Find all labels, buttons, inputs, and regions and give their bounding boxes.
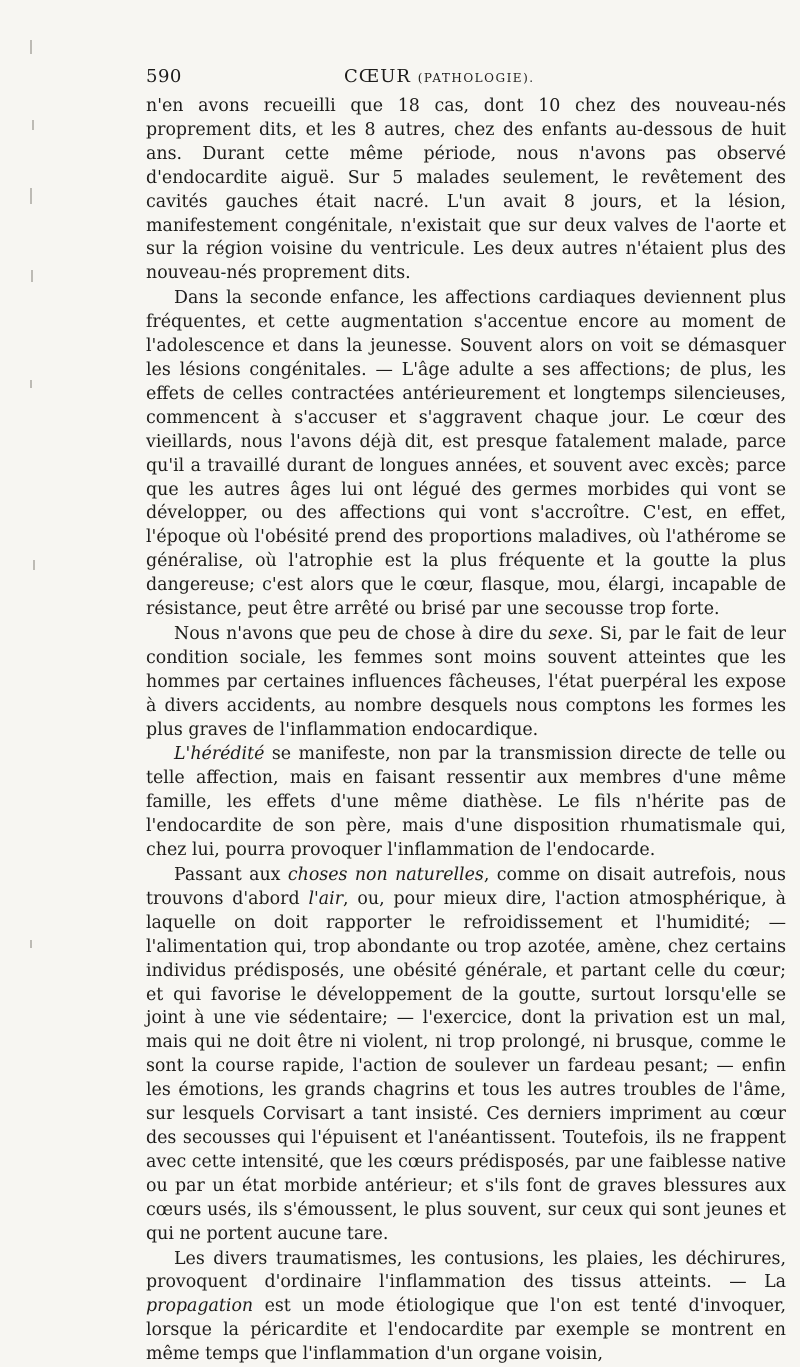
text-run: Nous n'avons que peu de chose à dire du <box>174 624 549 644</box>
running-title-subtitle: (PATHOLOGIE). <box>418 71 535 85</box>
text-run: est un mode étiologique que l'on est tenté d'invoquer, lorsque la péricardite et l'endocardite par exemple se montrent en même temps que l'inflammation d'un organe voisin, <box>146 1296 786 1364</box>
scan-mark <box>33 560 35 570</box>
text-run: , ou, pour mieux dire, l'action atmosphérique, à laquelle on doit rapporter le refroidissement et l'humidité; — l'alimentation qui, trop abondante ou trop azotée, amène, chez certains individus prédisposés, une obésité générale, et partant celle du cœur; et qui favorise le développement de la goutte, surtout lorsqu'elle se joint à une vie sédentaire; — l'exercice, dont la privation est un mal, mais qui ne doit être ni violent, ni trop prolongé, ni brusque, comme le sont la course rapide, l'action de soulever un fardeau pesant; — enfin les émotions, les grands chagrins et tous les autres troubles de l'âme, sur lesquels Corvisart a tant insisté. Ces derniers impriment au cœur des secousses qui l'épuisent et l'anéantissent. Toutefois, ils ne frappent avec cette intensité, que les cœurs prédisposés, par une faiblesse native ou par un état morbide antérieur; et s'ils font de graves blessures aux cœurs usés, ils s'émoussent, le plus souvent, sur ceux qui sont jeunes et qui ne portent aucune tare. <box>146 889 786 1244</box>
paragraph <box>146 1248 786 1367</box>
italic-term: propagation <box>146 1296 253 1316</box>
text-run: Les divers traumatismes, les contusions, les plaies, les déchirures, provoquent d'ordinaire l'inflammation des tissus atteints. — La <box>146 1249 786 1293</box>
scan-mark <box>30 940 32 948</box>
italic-term: choses non naturelles <box>288 865 484 885</box>
scan-mark <box>31 270 33 282</box>
page-body-text <box>146 95 786 1367</box>
page-number: 590 <box>146 66 182 87</box>
paragraph <box>146 623 786 743</box>
italic-term: l'air <box>308 889 343 909</box>
italic-term: sexe <box>549 624 588 644</box>
scan-mark <box>30 188 32 204</box>
text-run: Passant aux <box>174 865 288 885</box>
scan-mark <box>30 40 32 54</box>
paragraph <box>146 743 786 863</box>
scan-mark <box>32 120 34 130</box>
scan-mark <box>30 380 32 388</box>
running-header <box>146 66 786 94</box>
text-run: Dans la seconde enfance, les affections cardiaques deviennent plus fréquentes, et cette augmentation s'accentue encore au moment de l'adolescence et dans la jeunesse. Souvent alors on voit se démasquer les lésions congénitales. — L'âge adulte a ses affections; de plus, les effets de celles contractées antérieurement et longtemps silencieuses, commencent à s'accuser et s'aggravent chaque jour. Le cœur des vieillards, nous l'avons déjà dit, est presque fatalement malade, parce qu'il a travaillé durant de longues années, et souvent avec excès; parce que les autres âges lui ont légué des germes morbides qui vont se développer, ou des affections qui vont s'accroître. C'est, en effet, l'époque où l'obésité prend des proportions maladives, où l'athérome se généralise, où l'atrophie est la plus fréquente et la goutte la plus dangereuse; c'est alors que le cœur, flasque, mou, élargi, incapable de résistance, peut être arrêté ou brisé par une secousse trop forte. <box>146 288 786 619</box>
running-title <box>344 66 535 87</box>
text-run: se manifeste, non par la transmission directe de telle ou telle affection, mais en faisant ressentir aux membres d'une même famille, les effets d'une même diathèse. Le fils n'hérite pas de l'endocardite de son père, mais d'une disposition rhumatismale qui, chez lui, pourra provoquer l'inflammation de l'endocarde. <box>146 744 786 860</box>
paragraph <box>146 95 786 286</box>
italic-term: L'hérédité <box>174 744 264 764</box>
running-title-main: CŒUR <box>344 66 411 87</box>
left-margin-scan-marks <box>0 0 60 1299</box>
text-run: n'en avons recueilli que 18 cas, dont 10 chez des nouveau-nés proprement dits, et les 8 autres, chez des enfants au-dessous de huit ans. Durant cette même période, nous n'avons pas observé d'endocardite aiguë. Sur 5 malades seulement, le revêtement des cavités gauches était nacré. L'un avait 8 jours, et la lésion, manifestement congénitale, n'existait que sur deux valves de l'aorte et sur la région voisine du ventricule. Les deux autres n'étaient plus des nouveau-nés proprement dits. <box>146 96 786 283</box>
paragraph <box>146 864 786 1247</box>
paragraph <box>146 287 786 622</box>
text-run: , comme on disait autrefois, nous trouvons d'abord <box>146 865 786 909</box>
text-run: . Si, par le fait de leur condition sociale, les femmes sont moins souvent atteintes que les hommes par certaines influences fâcheuses, l'état puerpéral les expose à divers accidents, au nombre desquels nous comptons les formes les plus graves de l'inflammation endocardique. <box>146 624 786 740</box>
